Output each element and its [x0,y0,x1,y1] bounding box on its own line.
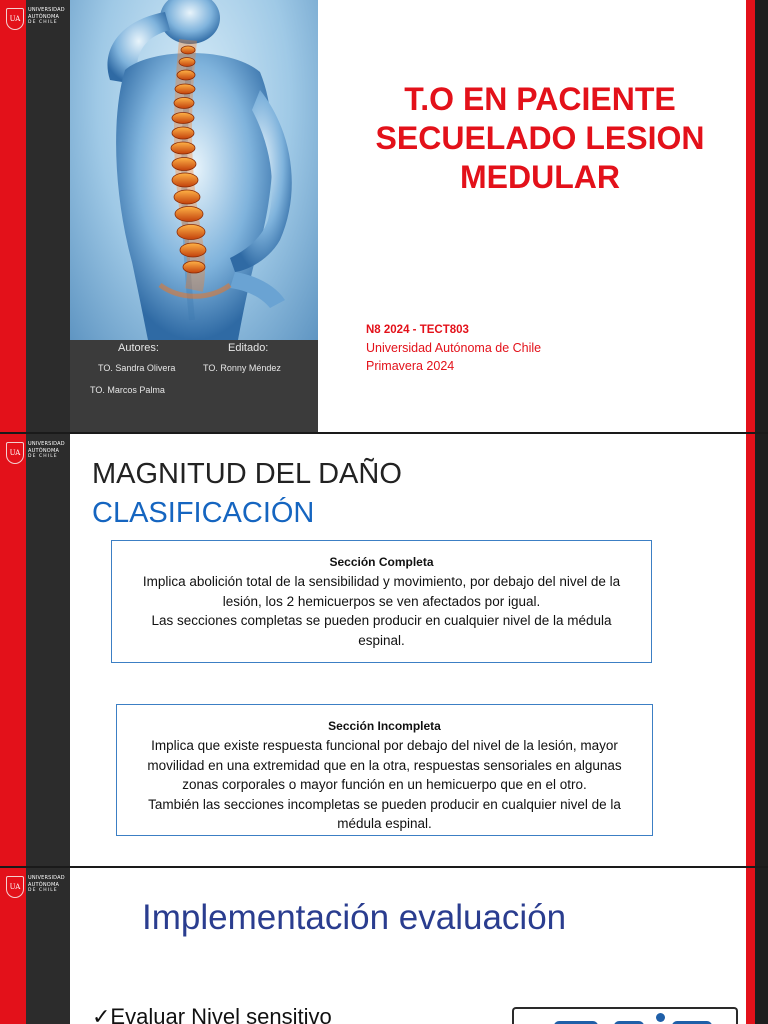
university-logo [4,438,70,468]
brand-band-red [0,434,26,866]
logo-line-2: AUTÓNOMA [28,447,60,454]
box-title: Sección Completa [329,555,434,569]
right-accent-red [746,868,755,1024]
complete-section-box [111,540,652,663]
logo-line-3: DE CHILE [28,20,58,25]
right-accent-dark [755,434,768,866]
logo-line-2: AUTÓNOMA [28,13,60,20]
title-line-2: SECUELADO LESION [375,120,705,156]
slide-classification [0,434,768,866]
author-1: TO. Sandra Olivera [98,363,176,373]
slide-heading: Implementación evaluación [142,898,567,937]
university-logo [4,4,70,34]
box-line: zonas corporales o mayor función en un hemicuerpo que en el otro. [182,777,587,792]
edited-label: Editado: [228,342,269,354]
logo-line-3: DE CHILE [28,454,58,459]
right-accent-dark [755,868,768,1024]
title-line-3: MEDULAR [460,159,620,195]
box-line: Las secciones completas se pueden producir en cualquier nivel de la médula [151,613,612,628]
term: Primavera 2024 [366,359,455,373]
presentation-title [335,80,745,197]
university-logo [4,872,70,902]
spine-figure-icon [70,0,318,340]
university-seal-icon: UA [6,8,24,30]
slide-evaluation [0,868,768,1024]
brand-band-dark [26,434,70,866]
institution-name: Universidad Autónoma de Chile [366,341,542,355]
box-title: Sección Incompleta [328,719,441,733]
logo-line-1: UNIVERSIDAD [28,875,65,881]
box-line: movilidad en una extremidad que en la otra, respuestas sensoriales en algunas [147,757,622,773]
slide-title [0,0,768,432]
spine-illustration [70,0,318,340]
credits-panel [70,340,318,432]
box-line: médula espinal. [337,816,432,831]
logo-line-3: DE CHILE [28,888,58,893]
editor-1: TO. Ronny Méndez [203,363,281,373]
slide-heading: MAGNITUD DEL DAÑO [92,458,402,490]
course-code: N8 2024 - TECT803 [366,324,469,336]
title-line-1: T.O EN PACIENTE [404,81,676,117]
box-line: Implica abolición total de la sensibilidad y movimiento, por debajo del nivel de la [142,574,621,589]
incomplete-section-box [116,704,653,836]
author-2: TO. Marcos Palma [90,385,165,395]
university-seal-icon: UA [6,876,24,898]
university-seal-icon: UA [6,442,24,464]
check-bullet-item: ✓Evaluar Nivel sensitivo [92,1004,332,1024]
right-accent-red [746,0,755,432]
right-accent-dark [755,0,768,432]
box-line: También las secciones incompletas se pueden producir en cualquier nivel de la [148,796,621,812]
brand-band-dark [26,0,70,432]
logo-line-2: AUTÓNOMA [28,881,60,888]
box-line: Implica que existe respuesta funcional por debajo del nivel de la lesión, mayor [151,738,618,753]
logo-shape [656,1013,665,1022]
scale-logo-image [512,1007,738,1024]
course-info [366,321,541,375]
authors-label: Autores: [118,342,159,354]
right-accent-red [746,434,755,866]
slide-subheading: CLASIFICACIÓN [92,497,315,529]
logo-line-1: UNIVERSIDAD [28,441,65,447]
logo-line-1: UNIVERSIDAD [28,7,65,13]
brand-band-red [0,0,26,432]
box-line: lesión, los 2 hemicuerpos se ven afectados por igual. [222,593,541,609]
box-line: espinal. [358,632,405,648]
